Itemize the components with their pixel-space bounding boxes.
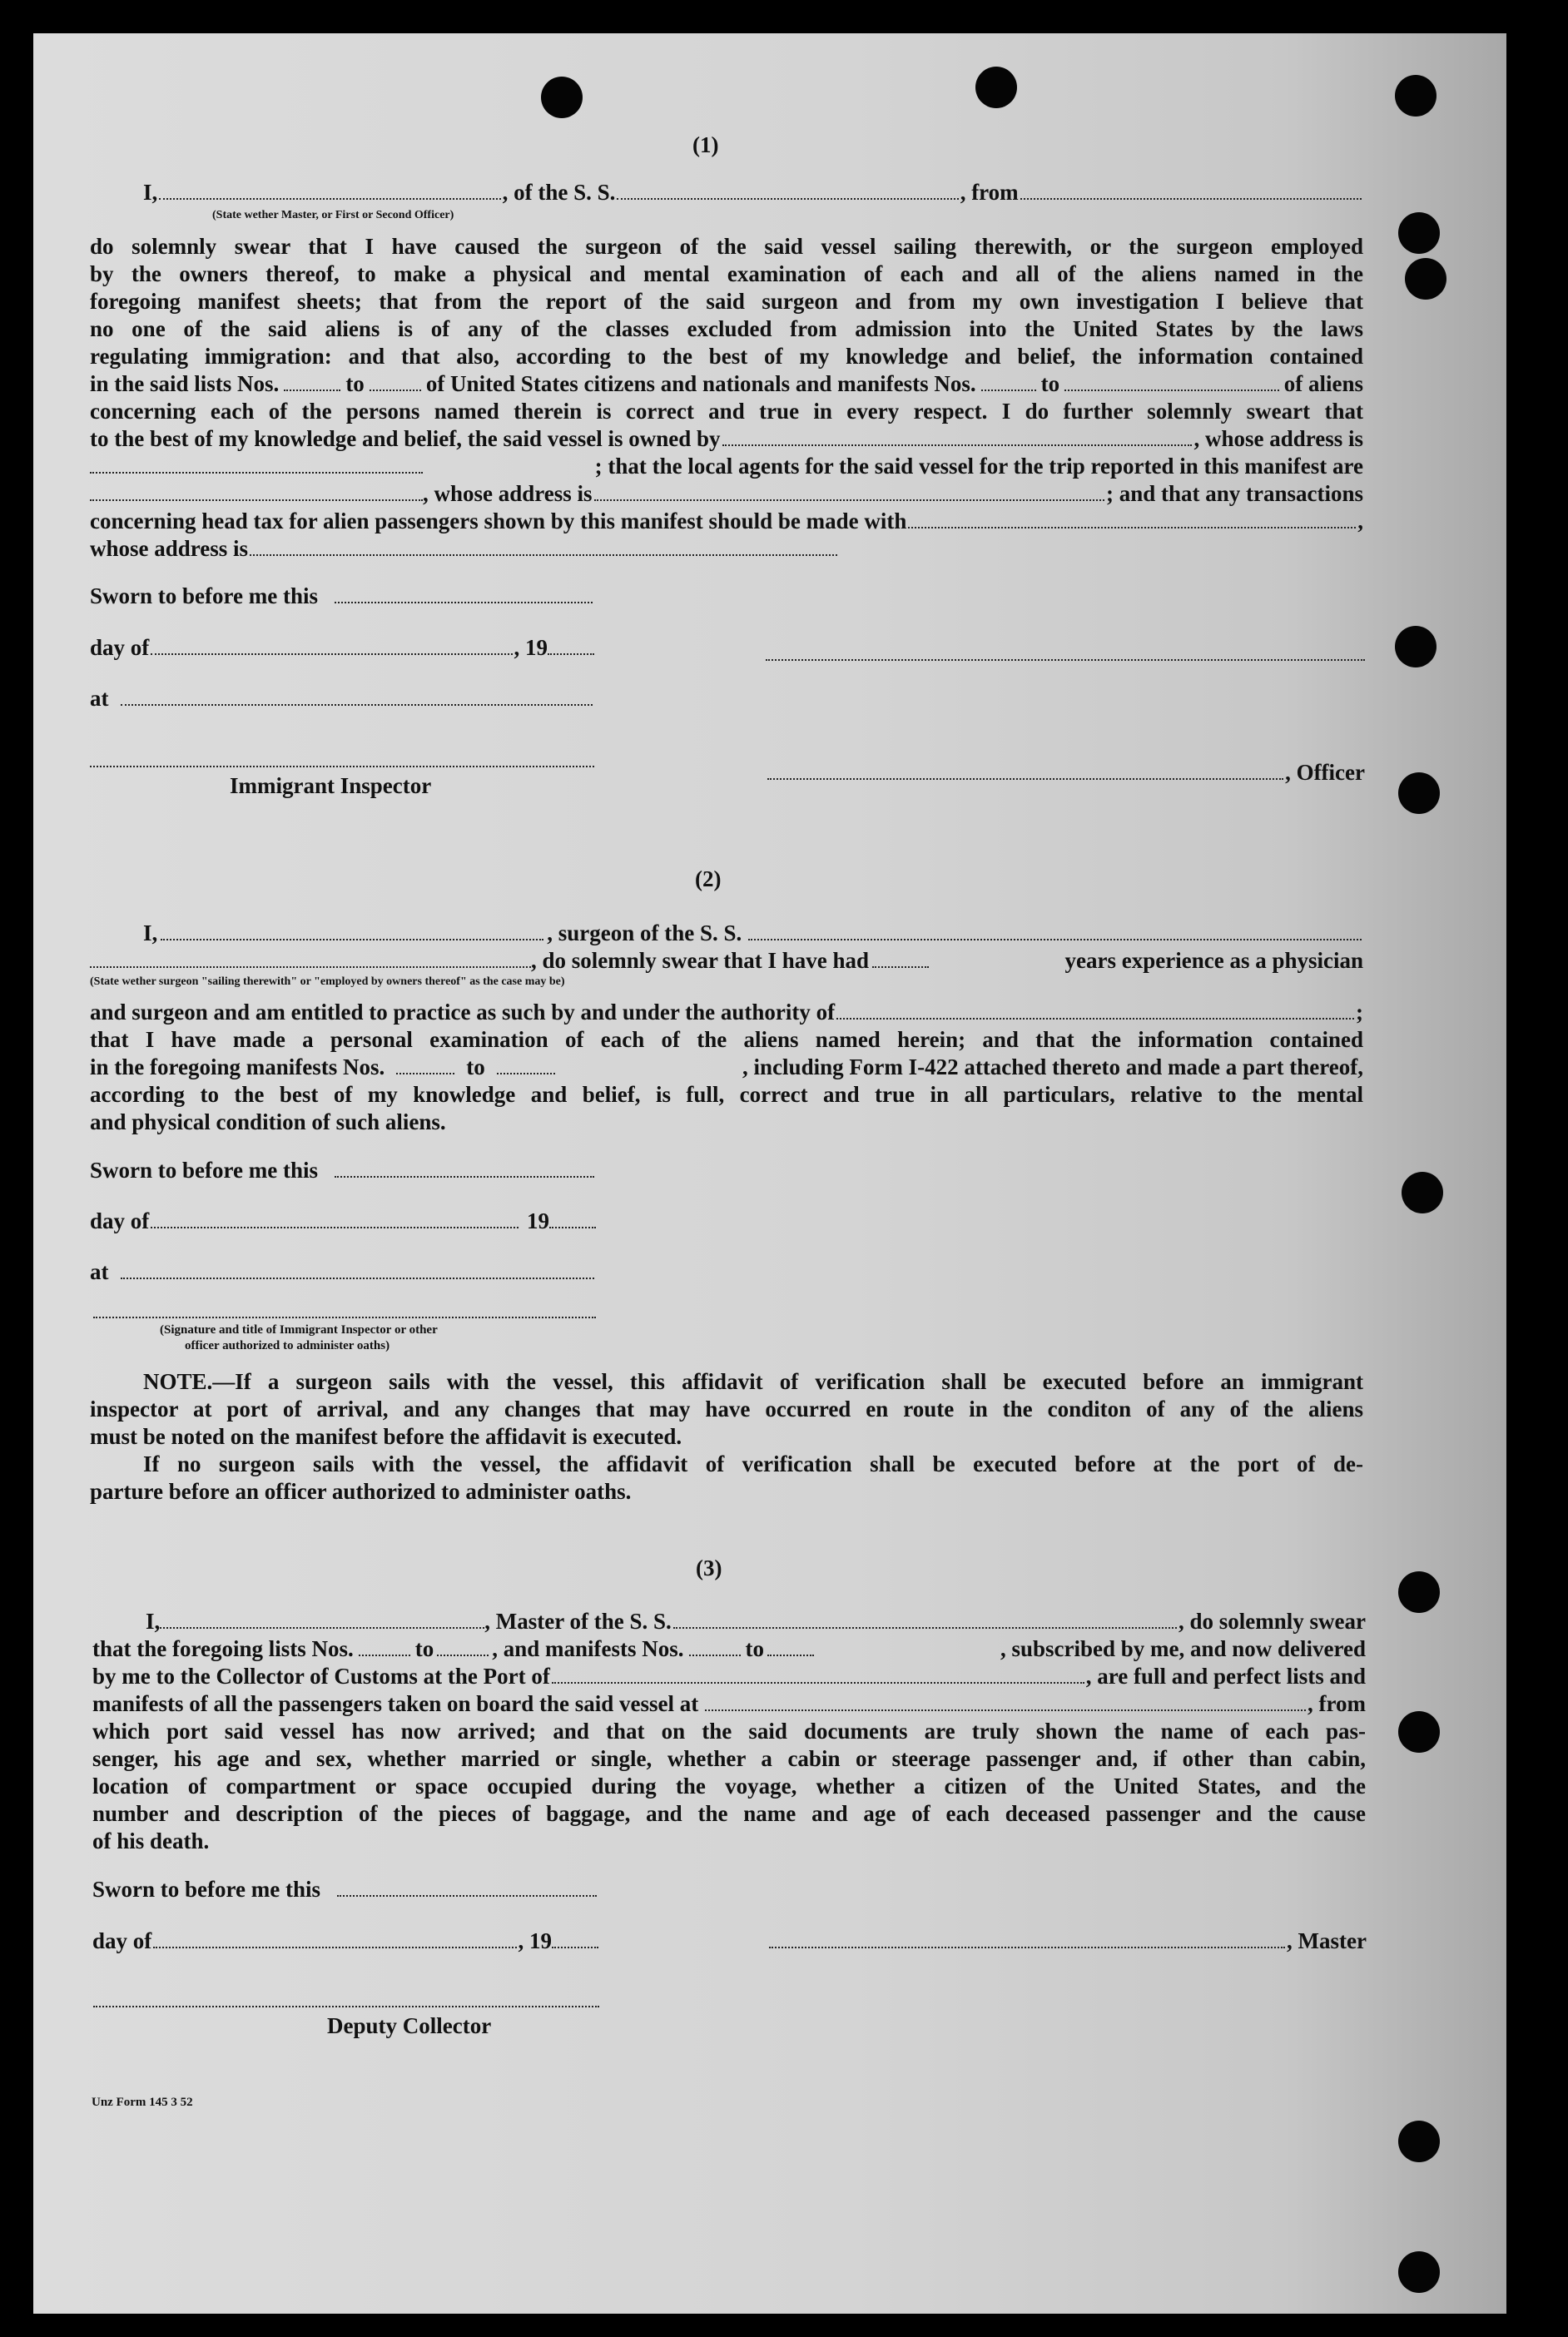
section-2-last-line: and physical condition of such aliens. (90, 1109, 446, 1134)
sworn-line: Sworn to before me this (90, 583, 594, 609)
manifest-to-field[interactable] (767, 1655, 814, 1656)
note-line: If no surgeon sails with the vessel, the affidavit of verification shall be executed before at the port of de- (143, 1451, 1363, 1476)
sworn-date-field[interactable] (335, 602, 593, 603)
inspector-signature-line[interactable] (93, 1317, 596, 1318)
punch-hole (1398, 1711, 1440, 1753)
port-line: by me to the Collector of Customs at the Port of , are full and perfect lists and (92, 1664, 1366, 1689)
agent-address-line: , whose address is ; and that any transactions (90, 480, 1363, 507)
sworn-date-field[interactable] (337, 1895, 597, 1897)
section-2-number: (2) (695, 866, 722, 891)
officer-name-field[interactable] (159, 198, 500, 200)
headtax-line: concerning head tax for alien passengers shown by this manifest should be made with , (90, 509, 1363, 533)
manifests-line: in the foregoing manifests Nos. to , including Form I-422 attached thereto and made a part thereof, (90, 1054, 1363, 1079)
agent-address-field[interactable] (594, 499, 1104, 501)
punch-hole (1395, 626, 1437, 667)
surgeon-line: I, , surgeon of the S. S. (143, 920, 1363, 946)
section-1-line: no one of the said aliens is of any of the classes excluded from admission into the United States by the laws (90, 316, 1363, 341)
local-agents-field[interactable] (90, 499, 423, 501)
month-field[interactable] (151, 1227, 519, 1228)
alien-manifest-to-field[interactable] (1064, 390, 1279, 391)
year-field[interactable] (548, 653, 594, 655)
section-3-last-line: of his death. (92, 1828, 210, 1853)
surgeon-ship-field[interactable] (748, 939, 1362, 940)
manifest-to-field[interactable] (497, 1073, 555, 1074)
collector-signature-line[interactable] (93, 2006, 599, 2007)
years-experience-field[interactable] (872, 966, 929, 968)
headtax-contact-field[interactable] (908, 527, 1356, 528)
owner-address-field[interactable] (90, 472, 423, 474)
section-3-line: which port said vessel has now arrived; and that on the said documents are truly shown the name of each pas- (92, 1719, 1366, 1744)
master-ship-field[interactable] (673, 1627, 1177, 1629)
manifest-from-field[interactable] (689, 1655, 741, 1656)
inspector-signature-line[interactable] (90, 766, 594, 767)
practice-authority-field[interactable] (836, 1018, 1354, 1020)
punch-hole (1405, 258, 1446, 300)
experience-line: , do solemnly swear that I have had years experience as a physician (90, 947, 1363, 974)
section-2-line: according to the best of my knowledge and belief, is full, correct and true in all particulars, relative to the mental (90, 1082, 1363, 1107)
sworn-date-field[interactable] (335, 1176, 594, 1178)
master-signature-field[interactable] (769, 1947, 1285, 1948)
location-field[interactable] (121, 1278, 595, 1279)
section-3-number: (3) (696, 1556, 722, 1580)
section-1-line: regulating immigration: and that also, according to the best of my knowledge and belief, the information contained (90, 344, 1363, 369)
day-of-line: day of 19 (90, 1208, 596, 1234)
section-1-oath-line: I, , of the S. S. , from (143, 179, 1363, 206)
note-line: inspector at port of arrival, and any changes that may have occurred en route in the conditon of any of the aliens (90, 1397, 1363, 1422)
master-signature-line[interactable] (766, 659, 1365, 661)
form-id: Unz Form 145 3 52 (92, 2096, 193, 2109)
list-from-field[interactable] (359, 1655, 410, 1656)
sworn-line: Sworn to before me this (92, 1876, 598, 1903)
origin-port-field[interactable] (1020, 198, 1362, 200)
deputy-collector-label: Deputy Collector (327, 2013, 492, 2038)
location-field[interactable] (121, 704, 593, 706)
punch-hole (1398, 2121, 1440, 2162)
manifest-affidavit-page (33, 33, 1506, 2314)
at-line: at (90, 1258, 596, 1285)
master-name-field[interactable] (160, 1627, 484, 1629)
surgeon-hint: (State wether surgeon "sailing therewith" or "employed by owners thereof" as the case may be) (90, 975, 565, 988)
punch-hole (541, 77, 583, 118)
surgeon-status-field[interactable] (90, 966, 531, 968)
citizen-list-to-field[interactable] (370, 390, 421, 391)
year-field[interactable] (549, 1227, 596, 1228)
officer-hint: (State wether Master, or First or Second Officer) (212, 209, 454, 221)
month-field[interactable] (151, 653, 512, 655)
section-1-line: by the owners thereof, to make a physical and mental examination of each and all of the aliens named in the (90, 261, 1363, 286)
section-3-line: number and description of the pieces of baggage, and the name and age of each deceased passenger and the cause (92, 1801, 1366, 1826)
alien-manifest-from-field[interactable] (981, 390, 1036, 391)
owner-field[interactable] (722, 444, 1193, 446)
practice-line: and surgeon and am entitled to practice as such by and under the authority of ; (90, 1000, 1363, 1025)
officer-signature-field[interactable] (767, 778, 1283, 780)
port-field[interactable] (552, 1682, 1084, 1684)
punch-hole (1398, 212, 1440, 254)
owned-line: to the best of my knowledge and belief, the said vessel is owned by , whose address is (90, 426, 1363, 451)
officer-line: , Officer (766, 759, 1365, 786)
lists-line: in the said lists Nos. to of United States citizens and nationals and manifests Nos. to of aliens (90, 371, 1363, 396)
punch-hole (1395, 75, 1437, 117)
exam-line: that I have made a personal examination of each of the aliens named herein; and that the information contained (90, 1027, 1363, 1052)
note-line: must be noted on the manifest before the affidavit is executed. (90, 1424, 682, 1449)
manifest-from-field[interactable] (396, 1073, 454, 1074)
signature-hint: (Signature and title of Immigrant Inspector or other (160, 1323, 438, 1337)
master-signature-line: , Master (767, 1928, 1367, 1954)
list-to-field[interactable] (437, 1655, 489, 1656)
section-3-line: location of compartment or space occupied during the voyage, whether a citizen of the United States, and the (92, 1774, 1366, 1799)
citizen-list-from-field[interactable] (284, 390, 340, 391)
ship-name-field[interactable] (617, 198, 958, 200)
immigrant-inspector-label: Immigrant Inspector (230, 773, 432, 798)
master-oath-line: I, , Master of the S. S. , do solemnly swear (146, 1609, 1366, 1634)
boarded-at-line: manifests of all the passengers taken on board the said vessel at , from (92, 1691, 1366, 1716)
surgeon-name-field[interactable] (161, 939, 543, 940)
lists-line: that the foregoing lists Nos. to , and manifests Nos. to , subscribed by me, and now delivered (92, 1636, 1366, 1661)
punch-hole (975, 67, 1017, 108)
section-1-line: foregoing manifest sheets; that from the report of the said surgeon and from my own investigation I believe that (90, 289, 1363, 314)
year-field[interactable] (552, 1947, 598, 1948)
section-3-line: senger, his age and sex, whether married or single, whether a cabin or steerage passenger and, if other than cabin, (92, 1746, 1366, 1771)
headtax-address-line: whose address is (90, 535, 839, 562)
boarding-port-field[interactable] (705, 1709, 1306, 1711)
punch-hole (1398, 2251, 1440, 2293)
note-line: parture before an officer authorized to administer oaths. (90, 1479, 632, 1504)
signature-hint: officer authorized to administer oaths) (185, 1339, 390, 1352)
section-1-number: (1) (692, 132, 719, 157)
headtax-address-field[interactable] (250, 554, 837, 556)
sworn-line: Sworn to before me this (90, 1157, 596, 1183)
section-1-line: do solemnly swear that I have caused the surgeon of the said vessel sailing therewith, or the surgeon employed (90, 234, 1363, 259)
agents-line: ; that the local agents for the said vessel for the trip reported in this manifest are (90, 453, 1363, 479)
concerning-line: concerning each of the persons named therein is correct and true in every respect. I do further solemnly sweart that (90, 399, 1363, 424)
at-line: at (90, 685, 594, 712)
month-field[interactable] (153, 1947, 516, 1948)
day-of-line: day of , 19 (92, 1928, 598, 1954)
punch-hole (1402, 1172, 1443, 1213)
punch-hole (1398, 772, 1440, 814)
note-line: NOTE.—If a surgeon sails with the vessel, this affidavit of verification shall be executed before an immigrant (143, 1369, 1363, 1394)
punch-hole (1398, 1571, 1440, 1613)
day-of-line: day of , 19 (90, 634, 594, 661)
